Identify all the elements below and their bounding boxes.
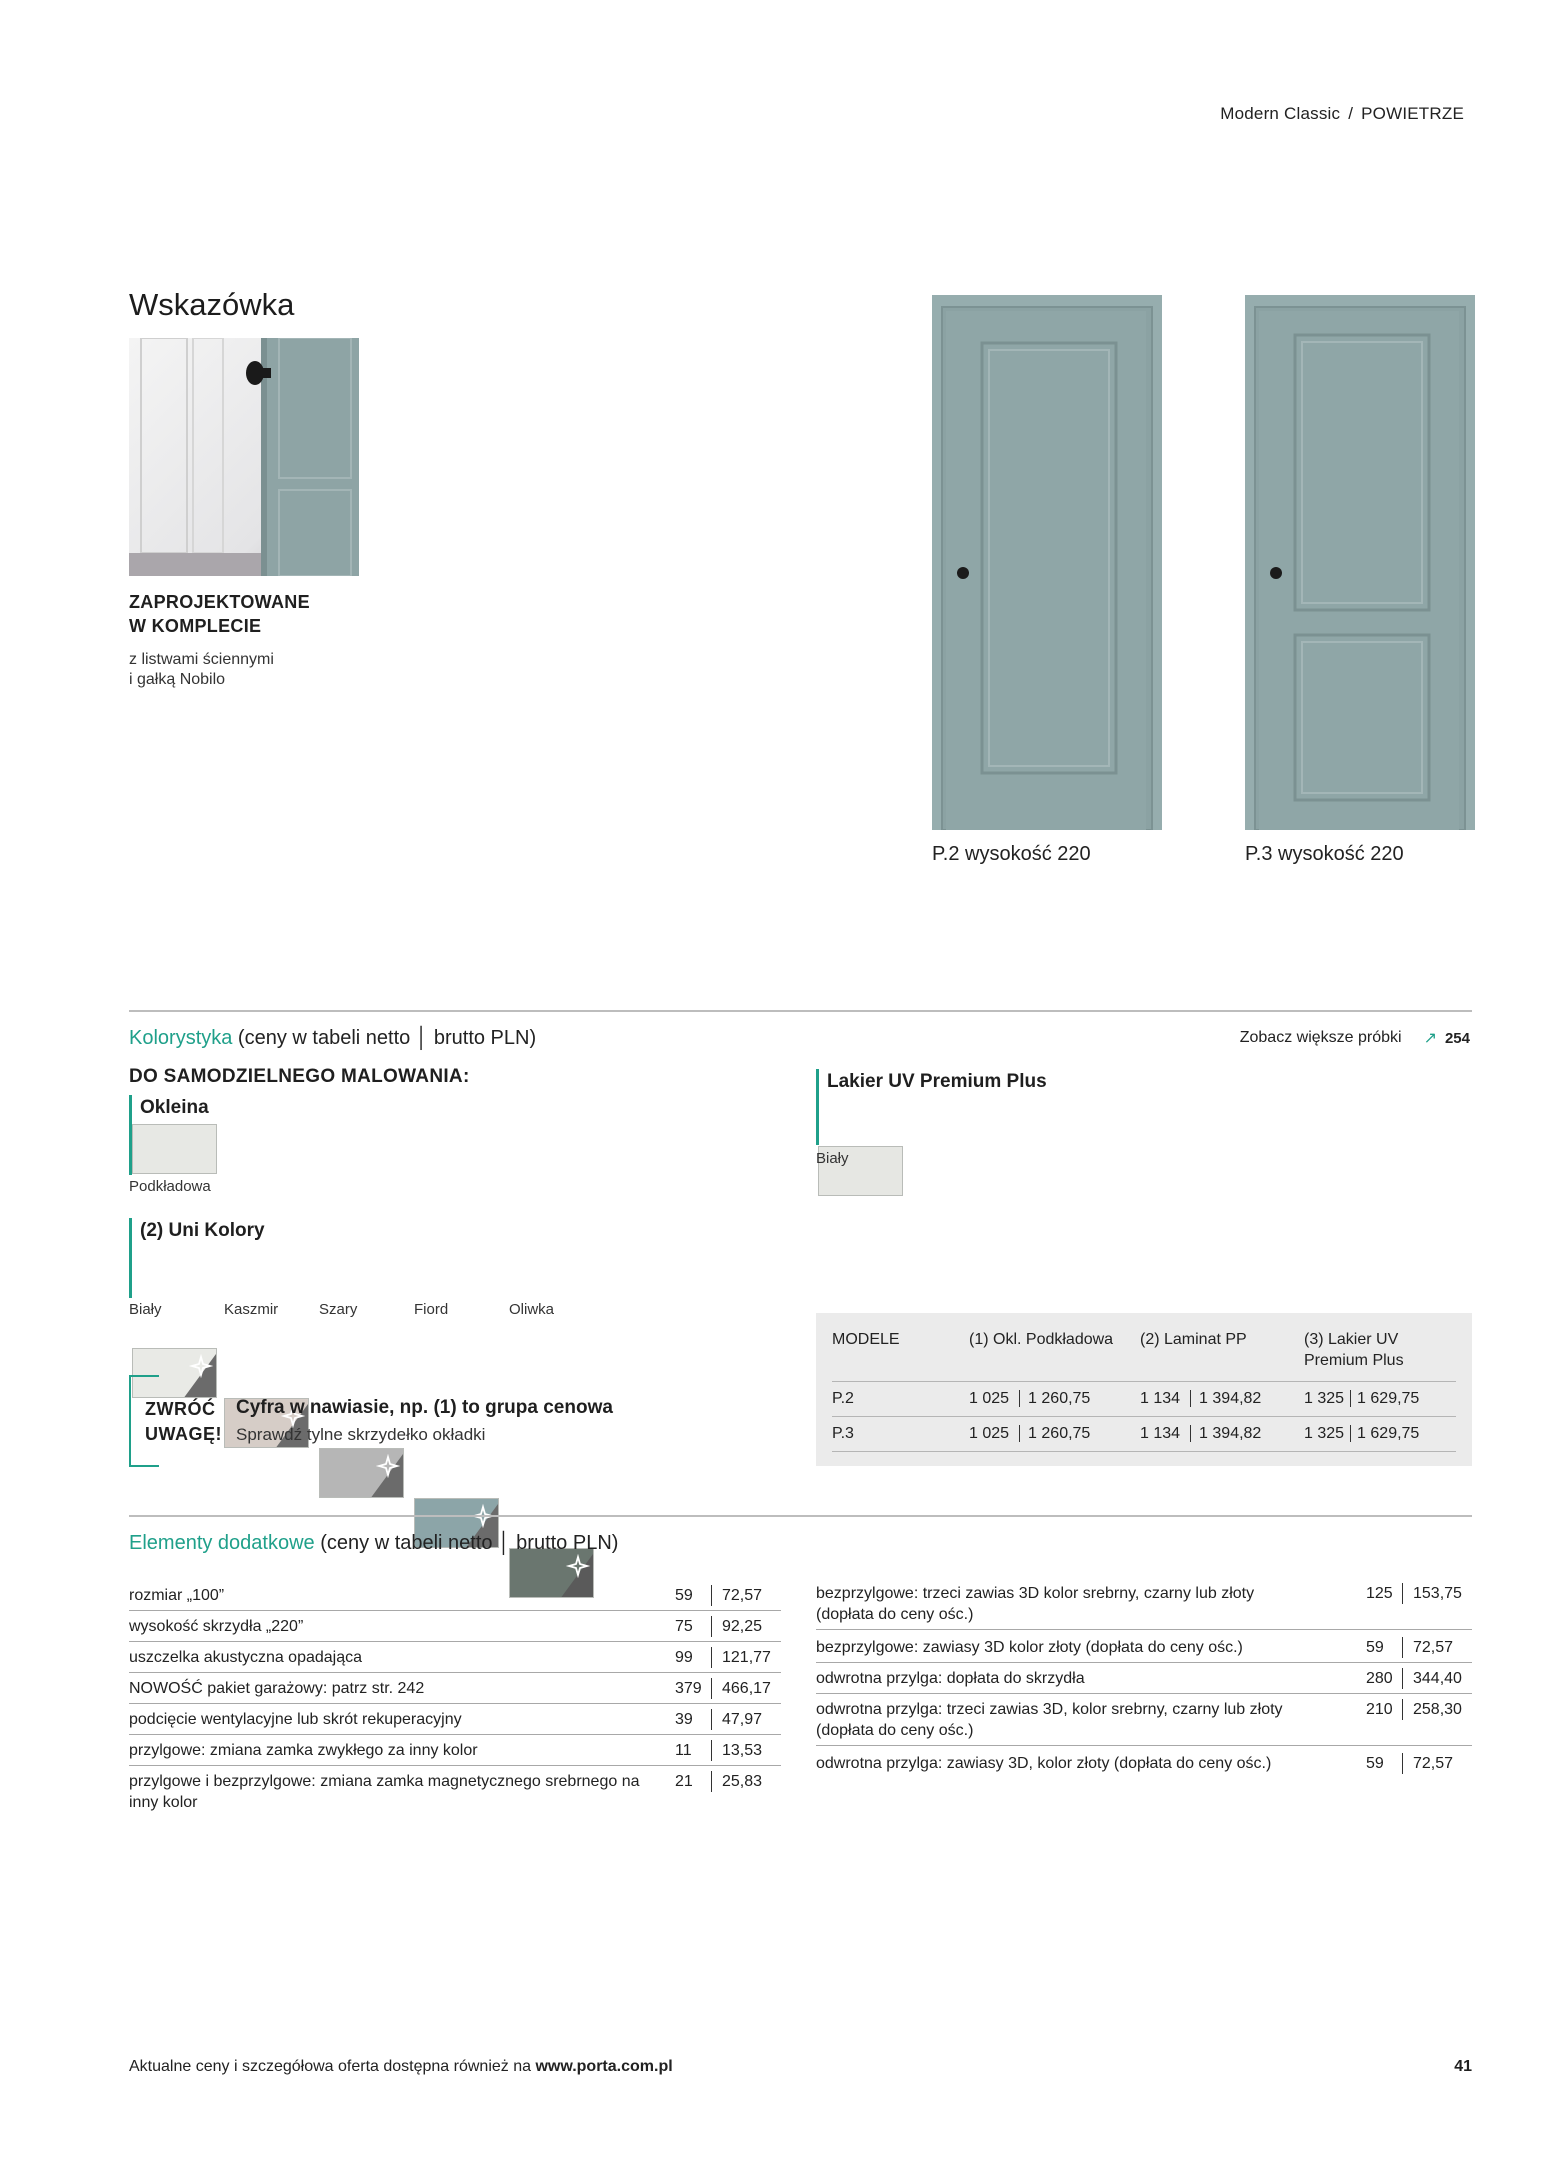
list-item bbox=[129, 1771, 781, 1817]
extra-net: 379 bbox=[675, 1680, 702, 1697]
colors-title-accent: Kolorystyka bbox=[129, 1027, 233, 1049]
section-divider bbox=[129, 1515, 1472, 1517]
swatch-name-lakier-bialy: Biały bbox=[816, 1150, 849, 1167]
extra-label: odwrotna przylga: zawiasy 3D, kolor złoty (dopłata do ceny ośc.) bbox=[816, 1755, 1272, 1772]
note-subtext: Sprawdź tylne skrzydełko okładki bbox=[236, 1425, 486, 1444]
price-gross: 1 394,82 bbox=[1190, 1390, 1261, 1407]
colors-section-title bbox=[129, 1027, 536, 1050]
header-group3 bbox=[1304, 1329, 1456, 1382]
header-group1: (1) Okl. Podkładowa bbox=[969, 1329, 1140, 1382]
door-p2-image bbox=[932, 295, 1162, 830]
price-table bbox=[832, 1329, 1456, 1452]
note-heading: Cyfra w nawiasie, np. (1) to grupa cenowa bbox=[236, 1397, 613, 1418]
arrow-up-right-icon: ↗ bbox=[1423, 1030, 1437, 1047]
price-net: 1 325 bbox=[1304, 1390, 1345, 1407]
table-row bbox=[832, 1417, 1456, 1452]
price-gross: 1 629,75 bbox=[1350, 1390, 1419, 1407]
extra-net: 59 bbox=[1366, 1639, 1384, 1656]
list-item bbox=[816, 1583, 1472, 1630]
extras-title-rest: (ceny w tabeli netto │ brutto PLN) bbox=[314, 1532, 619, 1554]
extra-gross: 258,30 bbox=[1402, 1699, 1472, 1720]
price-net: 1 025 bbox=[969, 1390, 1010, 1407]
note-label-line1: ZWRÓĆ bbox=[145, 1399, 216, 1419]
extra-gross: 92,25 bbox=[711, 1616, 781, 1637]
hint-heading-line1: ZAPROJEKTOWANE bbox=[129, 592, 310, 612]
extra-gross: 72,57 bbox=[1402, 1637, 1472, 1658]
extra-gross: 121,77 bbox=[711, 1647, 781, 1668]
lakier-accent-bar bbox=[816, 1069, 819, 1145]
door-p3-image bbox=[1245, 295, 1475, 830]
extra-net: 59 bbox=[675, 1587, 693, 1604]
lakier-uv-label: Lakier UV Premium Plus bbox=[816, 1069, 1047, 1099]
extra-net: 11 bbox=[675, 1742, 692, 1759]
price-net: 1 134 bbox=[1140, 1390, 1181, 1407]
list-item bbox=[129, 1585, 781, 1611]
page-number: 41 bbox=[1454, 2058, 1472, 2075]
extra-net: 210 bbox=[1366, 1701, 1393, 1718]
extra-net: 280 bbox=[1366, 1670, 1393, 1687]
extra-label: odwrotna przylga: dopłata do skrzydła bbox=[816, 1670, 1085, 1687]
header-group3-line2: Premium Plus bbox=[1304, 1352, 1404, 1369]
price-net: 1 325 bbox=[1304, 1425, 1345, 1442]
row-model: P.3 bbox=[832, 1417, 969, 1452]
hint-title: Wskazówka bbox=[129, 287, 295, 322]
price-cell bbox=[1304, 1382, 1456, 1417]
swatch-name-oliwka: Oliwka bbox=[509, 1301, 555, 1318]
note-label-line2: UWAGĘ! bbox=[145, 1424, 222, 1444]
breadcrumb-separator: / bbox=[1348, 104, 1354, 123]
extra-gross: 47,97 bbox=[711, 1709, 781, 1730]
price-cell bbox=[969, 1382, 1140, 1417]
self-paint-title: DO SAMODZIELNEGO MALOWANIA: bbox=[129, 1066, 470, 1087]
swatch-name-bialy: Biały bbox=[129, 1301, 162, 1318]
extras-title-accent: Elementy dodatkowe bbox=[129, 1532, 315, 1554]
price-gross: 1 260,75 bbox=[1019, 1390, 1090, 1407]
sparkle-icon bbox=[319, 1449, 403, 1498]
extra-label: wysokość skrzydła „220” bbox=[129, 1618, 304, 1635]
swatch-name-fiord: Fiord bbox=[414, 1301, 449, 1318]
swatch-okleina-podkladowa[interactable] bbox=[132, 1124, 217, 1174]
extra-gross: 25,83 bbox=[711, 1771, 781, 1792]
extra-label: przylgowe i bezprzylgowe: zmiana zamka magnetycznego srebrnego na inny kolor bbox=[129, 1773, 640, 1811]
extra-gross: 466,17 bbox=[711, 1678, 781, 1699]
extra-net: 99 bbox=[675, 1649, 693, 1666]
hint-description bbox=[129, 650, 274, 690]
colors-title-rest: (ceny w tabeli netto │ brutto PLN) bbox=[232, 1027, 537, 1049]
extra-label: bezprzylgowe: trzeci zawias 3D kolor srebrny, czarny lub złoty (dopłata do ceny ośc.) bbox=[816, 1585, 1255, 1623]
footer-text bbox=[129, 2058, 673, 2076]
door-p3-label: P.3 wysokość 220 bbox=[1245, 843, 1404, 865]
section-divider bbox=[129, 1010, 1472, 1012]
swatch-uni-szary[interactable] bbox=[319, 1448, 404, 1498]
hint-desc-line1: z listwami ściennymi bbox=[129, 651, 274, 668]
okleina-label: Okleina bbox=[129, 1095, 209, 1125]
extra-net: 125 bbox=[1366, 1585, 1393, 1602]
list-item bbox=[129, 1740, 781, 1766]
extra-net: 59 bbox=[1366, 1755, 1384, 1772]
swatch-name-kaszmir: Kaszmir bbox=[224, 1301, 279, 1318]
door-detail-image bbox=[129, 338, 359, 576]
samples-link[interactable] bbox=[1240, 1028, 1470, 1048]
list-item bbox=[129, 1647, 781, 1673]
breadcrumb bbox=[1220, 104, 1464, 124]
price-gross: 1 260,75 bbox=[1019, 1425, 1090, 1442]
hint-heading bbox=[129, 590, 310, 638]
extra-net: 39 bbox=[675, 1711, 693, 1728]
list-item bbox=[129, 1709, 781, 1735]
header-models: MODELE bbox=[832, 1329, 969, 1382]
extra-gross: 72,57 bbox=[711, 1585, 781, 1606]
extras-section-title bbox=[129, 1532, 618, 1555]
price-cell bbox=[1140, 1382, 1304, 1417]
uni-accent-bar bbox=[129, 1218, 132, 1298]
extra-gross: 344,40 bbox=[1402, 1668, 1472, 1689]
list-item bbox=[129, 1616, 781, 1642]
extra-gross: 153,75 bbox=[1402, 1583, 1472, 1604]
door-p2-label: P.2 wysokość 220 bbox=[932, 843, 1091, 865]
list-item bbox=[816, 1699, 1472, 1746]
price-cell bbox=[969, 1417, 1140, 1452]
swatch-name-szary: Szary bbox=[319, 1301, 358, 1318]
list-item bbox=[129, 1678, 781, 1704]
price-gross: 1 629,75 bbox=[1350, 1425, 1419, 1442]
extra-label: podcięcie wentylacyjne lub skrót rekuperacyjny bbox=[129, 1711, 462, 1728]
extra-net: 21 bbox=[675, 1773, 693, 1790]
extra-label: bezprzylgowe: zawiasy 3D kolor złoty (dopłata do ceny ośc.) bbox=[816, 1639, 1243, 1656]
hint-desc-line2: i gałką Nobilo bbox=[129, 671, 226, 688]
samples-link-text[interactable]: Zobacz większe próbki bbox=[1239, 1029, 1402, 1046]
extra-label: odwrotna przylga: trzeci zawias 3D, kolor srebrny, czarny lub złoty (dopłata do ceny ośc.) bbox=[816, 1701, 1283, 1739]
price-net: 1 025 bbox=[969, 1425, 1010, 1442]
extra-label: uszczelka akustyczna opadająca bbox=[129, 1649, 363, 1666]
header-group2: (2) Laminat PP bbox=[1140, 1329, 1304, 1382]
footer-text-main: Aktualne ceny i szczegółowa oferta dostępna również na bbox=[129, 2058, 536, 2075]
extra-label: przylgowe: zmiana zamka zwykłego za inny kolor bbox=[129, 1742, 478, 1759]
row-model: P.2 bbox=[832, 1382, 969, 1417]
extra-net: 75 bbox=[675, 1618, 693, 1635]
price-net: 1 134 bbox=[1140, 1425, 1181, 1442]
table-row bbox=[832, 1382, 1456, 1417]
hint-heading-line2: W KOMPLECIE bbox=[129, 616, 262, 636]
breadcrumb-line: Modern Classic bbox=[1220, 104, 1341, 123]
footer-url-link[interactable]: www.porta.com.pl bbox=[535, 2058, 673, 2075]
extra-label: NOWOŚĆ pakiet garażowy: patrz str. 242 bbox=[129, 1680, 425, 1697]
header-group3-line1: (3) Lakier UV bbox=[1304, 1331, 1399, 1348]
uni-colors-label: (2) Uni Kolory bbox=[129, 1218, 265, 1248]
extra-gross: 13,53 bbox=[711, 1740, 781, 1761]
list-item bbox=[816, 1753, 1472, 1778]
list-item bbox=[816, 1637, 1472, 1663]
price-panel bbox=[816, 1313, 1472, 1466]
swatch-name-podkladowa: Podkładowa bbox=[129, 1178, 211, 1195]
extra-gross: 72,57 bbox=[1402, 1753, 1472, 1774]
samples-page-number: 254 bbox=[1444, 1029, 1470, 1047]
list-item bbox=[816, 1668, 1472, 1694]
breadcrumb-collection: POWIETRZE bbox=[1361, 104, 1464, 123]
price-table-header bbox=[832, 1329, 1456, 1382]
hint-photo bbox=[129, 338, 359, 576]
price-gross: 1 394,82 bbox=[1190, 1425, 1261, 1442]
extra-label: rozmiar „100” bbox=[129, 1587, 225, 1604]
price-cell bbox=[1140, 1417, 1304, 1452]
price-cell bbox=[1304, 1417, 1456, 1452]
note-label bbox=[145, 1397, 222, 1447]
